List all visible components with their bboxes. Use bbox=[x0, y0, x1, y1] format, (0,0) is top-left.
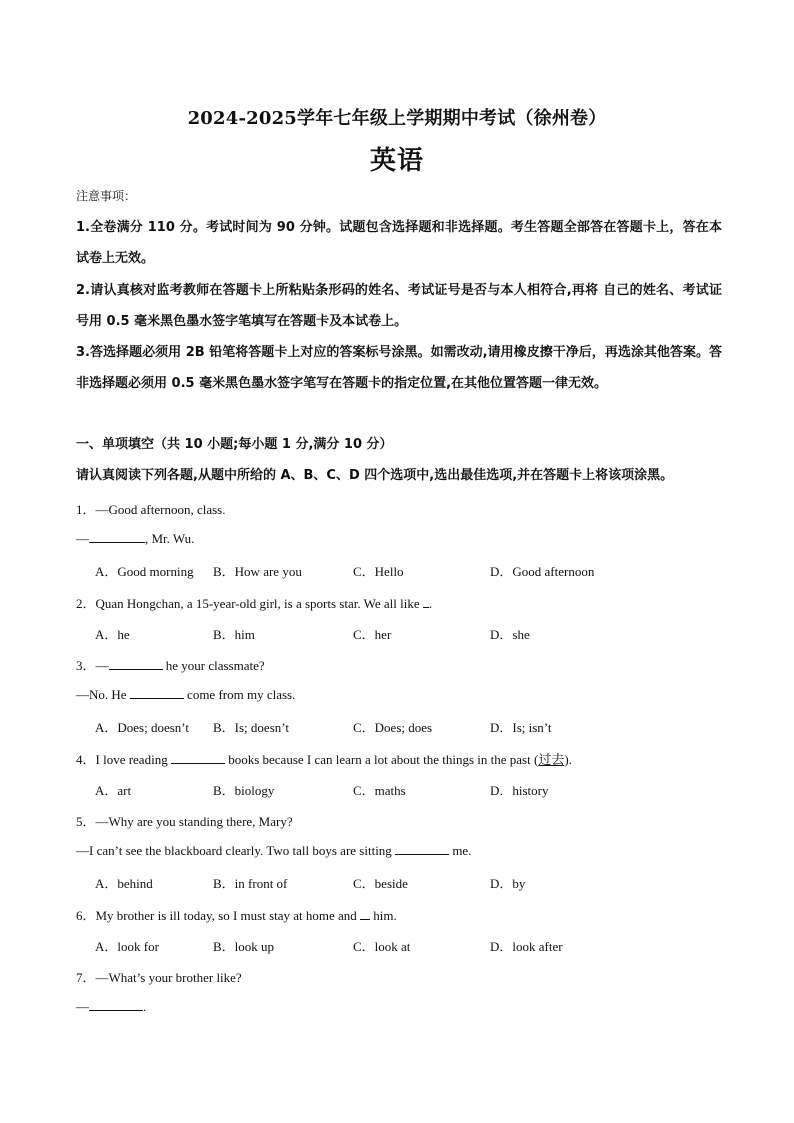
note-item-3: 3.答选择题必须用 2B 铅笔将答题卡上对应的答案标号涂黑。如需改动,请用橡皮擦干净后，再选涂其他答案。答非选择题必须用 0.5 毫米黑色墨水签字笔写在答题卡的指定位置,在其他位置答题一律无效。 bbox=[76, 345, 722, 391]
question-text: 7．—What’s your brother like? bbox=[76, 970, 242, 985]
question-text: — bbox=[76, 531, 89, 546]
answer-blank bbox=[395, 842, 449, 855]
answer-blank bbox=[130, 686, 184, 699]
option-b[interactable]: B．How are you bbox=[213, 564, 302, 579]
option-d[interactable]: D．Good afternoon bbox=[490, 564, 595, 579]
option-a[interactable]: A．behind bbox=[95, 876, 153, 891]
question-7-prompt bbox=[76, 967, 242, 986]
question-4-options bbox=[95, 780, 735, 800]
question-text: . bbox=[143, 999, 147, 1014]
question-text: he your classmate? bbox=[162, 658, 265, 673]
question-text: him. bbox=[370, 908, 397, 923]
option-b[interactable]: B．in front of bbox=[213, 876, 288, 891]
option-c[interactable]: C．maths bbox=[353, 783, 406, 798]
underlined-word: 过去 bbox=[538, 752, 565, 767]
option-d[interactable]: D．Is; isn’t bbox=[490, 720, 552, 735]
question-2-options bbox=[95, 624, 735, 644]
question-text: . bbox=[428, 596, 433, 611]
answer-blank bbox=[89, 530, 145, 543]
question-3-options bbox=[95, 717, 735, 737]
option-b[interactable]: B．Is; doesn’t bbox=[213, 720, 289, 735]
question-text: 2．Quan Hongchan, a 15-year-old girl, is a sports star. We all like bbox=[76, 596, 423, 611]
answer-blank bbox=[360, 907, 370, 920]
question-text: come from my class. bbox=[183, 687, 296, 702]
option-b[interactable]: B．look up bbox=[213, 939, 275, 954]
subject-title: 英语 bbox=[369, 146, 424, 176]
option-b[interactable]: B．biology bbox=[213, 783, 275, 798]
option-d[interactable]: D．look after bbox=[490, 939, 563, 954]
question-text: ). bbox=[564, 752, 572, 767]
question-text: 1．—Good afternoon, class. bbox=[76, 502, 226, 517]
question-text: 5．—Why are you standing there, Mary? bbox=[76, 814, 293, 829]
answer-blank bbox=[171, 751, 225, 764]
option-a[interactable]: A．look for bbox=[95, 939, 159, 954]
question-text: books because I can learn a lot about the things in the past ( bbox=[224, 752, 539, 767]
question-text: 4．I love reading bbox=[76, 752, 171, 767]
question-text: —I can’t see the blackboard clearly. Two tall boys are sitting bbox=[76, 843, 396, 858]
notes-heading: 注意事项： bbox=[76, 189, 137, 203]
question-2-prompt bbox=[76, 593, 432, 612]
note-item-1: 1.全卷满分 110 分。考试时间为 90 分钟。试题包含选择题和非选择题。考生答题全部答在答题卡上，答在本试卷上无效。 bbox=[76, 220, 722, 266]
option-b[interactable]: B．him bbox=[213, 627, 255, 642]
option-a[interactable]: A．Does; doesn’t bbox=[95, 720, 190, 735]
exam-title: 2024-2025学年七年级上学期期中考试（徐州卷） bbox=[187, 108, 607, 129]
option-d[interactable]: D．she bbox=[490, 627, 530, 642]
question-text: 3．— bbox=[76, 658, 109, 673]
question-3-prompt bbox=[76, 655, 265, 674]
question-6-options bbox=[95, 936, 735, 956]
question-4-prompt bbox=[76, 749, 572, 768]
question-1-prompt bbox=[76, 499, 225, 518]
option-a[interactable]: A．art bbox=[95, 783, 132, 798]
question-5-options bbox=[95, 873, 735, 893]
answer-blank bbox=[89, 998, 143, 1011]
note-item-2: 2.请认真核对监考教师在答题卡上所粘贴条形码的姓名、考试证号是否与本人相符合,再将 自己的姓名、考试证号用 0.5 毫米黑色墨水签字笔填写在答题卡及本试卷上。 bbox=[76, 283, 722, 329]
option-d[interactable]: D．history bbox=[490, 783, 549, 798]
option-c[interactable]: C．beside bbox=[353, 876, 408, 891]
section-instruction: 请认真阅读下列各题,从题中所给的 A、B、C、D 四个选项中,选出最佳选项,并在答题卡上将该项涂黑。 bbox=[76, 468, 674, 483]
question-text: — bbox=[76, 999, 89, 1014]
option-c[interactable]: C．look at bbox=[353, 939, 411, 954]
question-text: me. bbox=[449, 843, 472, 858]
question-1-options bbox=[95, 561, 735, 581]
question-3-response bbox=[76, 686, 295, 703]
option-a[interactable]: A．Good morning bbox=[95, 564, 194, 579]
option-c[interactable]: C．her bbox=[353, 627, 392, 642]
question-text: —No. He bbox=[76, 687, 130, 702]
option-d[interactable]: D．by bbox=[490, 876, 526, 891]
option-c[interactable]: C．Does; does bbox=[353, 720, 433, 735]
section-title: 一、单项填空（共 10 小题;每小题 1 分,满分 10 分） bbox=[76, 437, 393, 452]
question-text: , Mr. Wu. bbox=[145, 531, 195, 546]
answer-blank bbox=[109, 657, 163, 670]
question-text: 6．My brother is ill today, so I must stay at home and bbox=[76, 908, 361, 923]
option-a[interactable]: A．he bbox=[95, 627, 130, 642]
question-6-prompt bbox=[76, 905, 397, 924]
question-1-response bbox=[76, 530, 194, 547]
question-7-response bbox=[76, 998, 146, 1015]
question-5-response bbox=[76, 842, 471, 859]
question-5-prompt bbox=[76, 811, 293, 830]
option-c[interactable]: C．Hello bbox=[353, 564, 404, 579]
